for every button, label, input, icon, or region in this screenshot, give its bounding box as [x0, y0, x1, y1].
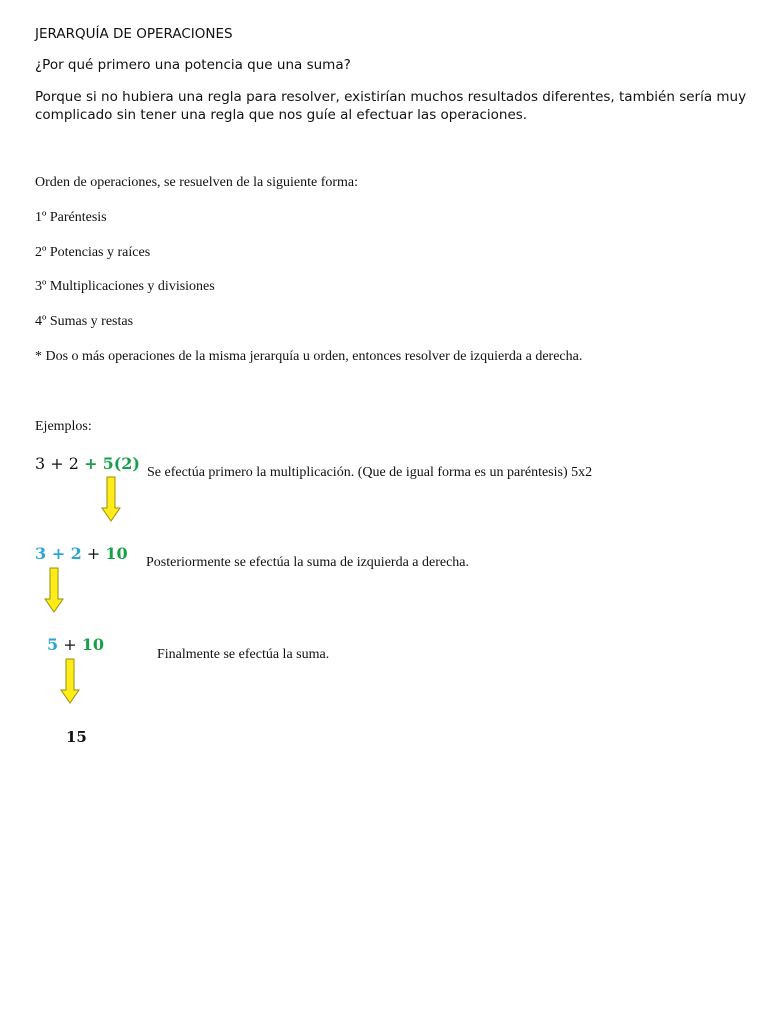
operand: 2: [68, 454, 79, 473]
expression-step-1: [35, 454, 140, 473]
down-arrow-icon: [43, 567, 65, 613]
order-step-1: 1º Paréntesis: [35, 210, 107, 225]
order-note: * Dos o más operaciones de la misma jerarquía u orden, entonces resolver de izquierda a derecha.: [35, 349, 583, 364]
explanation-step-1: Se efectúa primero la multiplicación. (Que de igual forma es un paréntesis) 5x2: [147, 465, 593, 480]
down-arrow-icon: [59, 658, 81, 704]
operand: 10: [105, 544, 128, 563]
examples-label: Ejemplos:: [35, 419, 92, 434]
expression-step-2: [35, 544, 128, 563]
expression-step-3: [47, 635, 104, 654]
operator: +: [86, 544, 101, 563]
operator: +: [63, 635, 77, 654]
order-intro: Orden de operaciones, se resuelven de la siguiente forma:: [35, 175, 359, 190]
operand: 10: [81, 635, 104, 654]
operator: +: [84, 454, 98, 473]
order-step-2: 2º Potencias y raíces: [35, 245, 151, 260]
question-text: ¿Por qué primero una potencia que una suma?: [35, 57, 351, 73]
explanation-step-3: Finalmente se efectúa la suma.: [157, 647, 330, 662]
operand-product: 5(2): [102, 454, 140, 473]
order-step-3: 3º Multiplicaciones y divisiones: [35, 279, 215, 294]
explanation-step-2: Posteriormente se efectúa la suma de izquierda a derecha.: [146, 555, 470, 570]
answer-paragraph: Porque si no hubiera una regla para resolver, existirían muchos resultados diferentes, también sería muy complicado sin tener una regla que nos guíe al efectuar las operaciones.: [35, 89, 747, 123]
order-step-4: 4º Sumas y restas: [35, 314, 134, 329]
operand: 5: [47, 635, 59, 654]
operand-sum: 3 + 2: [35, 544, 82, 563]
document-title: JERARQUÍA DE OPERACIONES: [35, 26, 233, 42]
down-arrow-icon: [100, 476, 122, 522]
operator: +: [50, 454, 64, 473]
operand: 3: [35, 454, 46, 473]
final-result: 15: [66, 728, 87, 746]
